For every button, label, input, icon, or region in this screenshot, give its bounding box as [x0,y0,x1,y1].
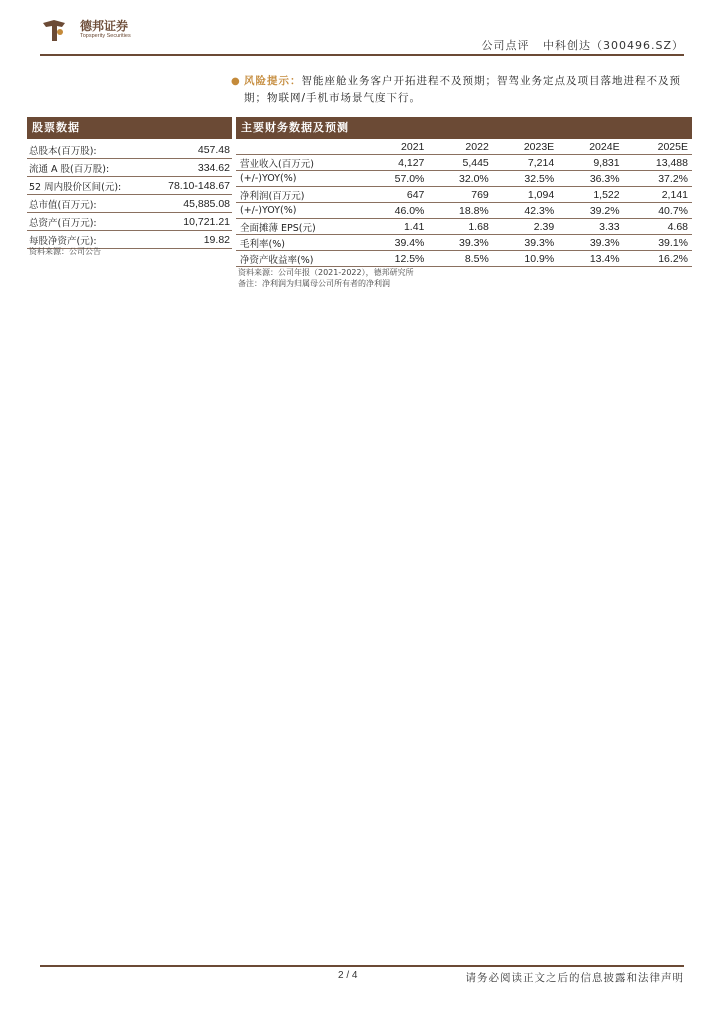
metric-value: 4,127 [364,155,428,171]
metric-value: 39.4% [364,235,428,251]
stock-row-label: 总股本(百万股): [27,141,149,159]
financials-title: 主要财务数据及预测 [236,117,692,139]
metric-value: 32.5% [493,171,558,187]
metric-value: 37.2% [624,171,692,187]
stock-row-value: 45,885.08 [149,195,232,213]
stock-row-value: 78.10-148.67 [149,177,232,195]
metric-value: 3.33 [558,219,623,235]
metric-value: 647 [364,187,428,203]
metric-value: 4.68 [624,219,692,235]
risk-title: 风险提示： [244,75,302,87]
doc-type: 公司点评 [481,39,530,52]
table-row [236,203,692,219]
header-blank-cell [236,139,364,155]
company-logo-icon [40,17,68,45]
stock-data-table [27,141,232,249]
metric-value: 10.9% [493,251,558,267]
metric-label: 全面摊薄 EPS(元) [236,219,364,235]
metric-value: 8.5% [428,251,492,267]
year-header: 2024E [558,139,623,155]
stock-row-value: 19.82 [149,231,232,249]
metric-label: (+/-)YOY(%) [236,171,364,187]
metric-value: 16.2% [624,251,692,267]
stock-row-value: 10,721.21 [149,213,232,231]
stock-row-label: 每股净资产(元): [27,231,149,249]
financials-notes [238,267,414,289]
metric-label: (+/-)YOY(%) [236,203,364,219]
risk-warning [231,73,692,107]
stock-data-source: 资料来源：公司公告 [29,247,101,256]
stock-row-label: 总资产(百万元): [27,213,149,231]
header-divider [40,54,684,56]
metric-value: 13.4% [558,251,623,267]
report-title [481,37,684,53]
metric-label: 营业收入(百万元) [236,155,364,171]
stock-row-value: 334.62 [149,159,232,177]
table-row [236,187,692,203]
metric-label: 净利润(百万元) [236,187,364,203]
footer-divider [40,965,684,967]
metric-value: 13,488 [624,155,692,171]
financials-source: 资料来源：公司年报（2021-2022），德邦研究所 [238,268,414,277]
metric-value: 32.0% [428,171,492,187]
risk-text: 智能座舱业务客户开拓进程不及预期；智驾业务定点及项目落地进程不及预期；物联网/手机市场景气度下行。 [244,75,681,104]
metric-value: 39.3% [428,235,492,251]
metric-label: 净资产收益率(%) [236,251,364,267]
year-header: 2025E [624,139,692,155]
metric-value: 2,141 [624,187,692,203]
metric-label: 毛利率(%) [236,235,364,251]
year-header: 2022 [428,139,492,155]
stock-data-title: 股票数据 [27,117,232,139]
metric-value: 12.5% [364,251,428,267]
metric-value: 39.1% [624,235,692,251]
metric-value: 1,522 [558,187,623,203]
logo-name: 德邦证券 [80,19,129,33]
table-row [27,141,232,159]
metric-value: 1.41 [364,219,428,235]
metric-value: 39.3% [558,235,623,251]
metric-value: 57.0% [364,171,428,187]
table-row [236,251,692,267]
stock-row-label: 总市值(百万元): [27,195,149,213]
table-row [236,219,692,235]
financials-note: 备注：净利润为归属母公司所有者的净利润 [238,279,390,288]
stock-row-label: 流通 A 股(百万股): [27,159,149,177]
table-row [27,159,232,177]
metric-value: 42.3% [493,203,558,219]
table-row [27,177,232,195]
stock-row-value: 457.48 [149,141,232,159]
table-row [236,171,692,187]
metric-value: 9,831 [558,155,623,171]
logo-english-name: Topsperity Securities [80,33,131,39]
financials-table [236,139,692,267]
page-number: 2 / 4 [338,970,358,981]
table-row [236,155,692,171]
table-header-row [236,139,692,155]
metric-value: 36.3% [558,171,623,187]
metric-value: 1.68 [428,219,492,235]
stock-row-label: 52 周内股价区间(元): [27,177,149,195]
metric-value: 39.2% [558,203,623,219]
metric-value: 1,094 [493,187,558,203]
page-header [0,0,724,60]
table-row [27,213,232,231]
disclaimer: 请务必阅读正文之后的信息披露和法律声明 [465,972,684,984]
table-row [27,195,232,213]
metric-value: 40.7% [624,203,692,219]
year-header: 2021 [364,139,428,155]
metric-value: 39.3% [493,235,558,251]
metric-value: 18.8% [428,203,492,219]
metric-value: 7,214 [493,155,558,171]
company-name: 中科创达（300496.SZ） [542,39,684,52]
year-header: 2023E [493,139,558,155]
metric-value: 769 [428,187,492,203]
metric-value: 2.39 [493,219,558,235]
metric-value: 5,445 [428,155,492,171]
table-row [236,235,692,251]
bullet-icon: ● [231,76,241,87]
metric-value: 46.0% [364,203,428,219]
